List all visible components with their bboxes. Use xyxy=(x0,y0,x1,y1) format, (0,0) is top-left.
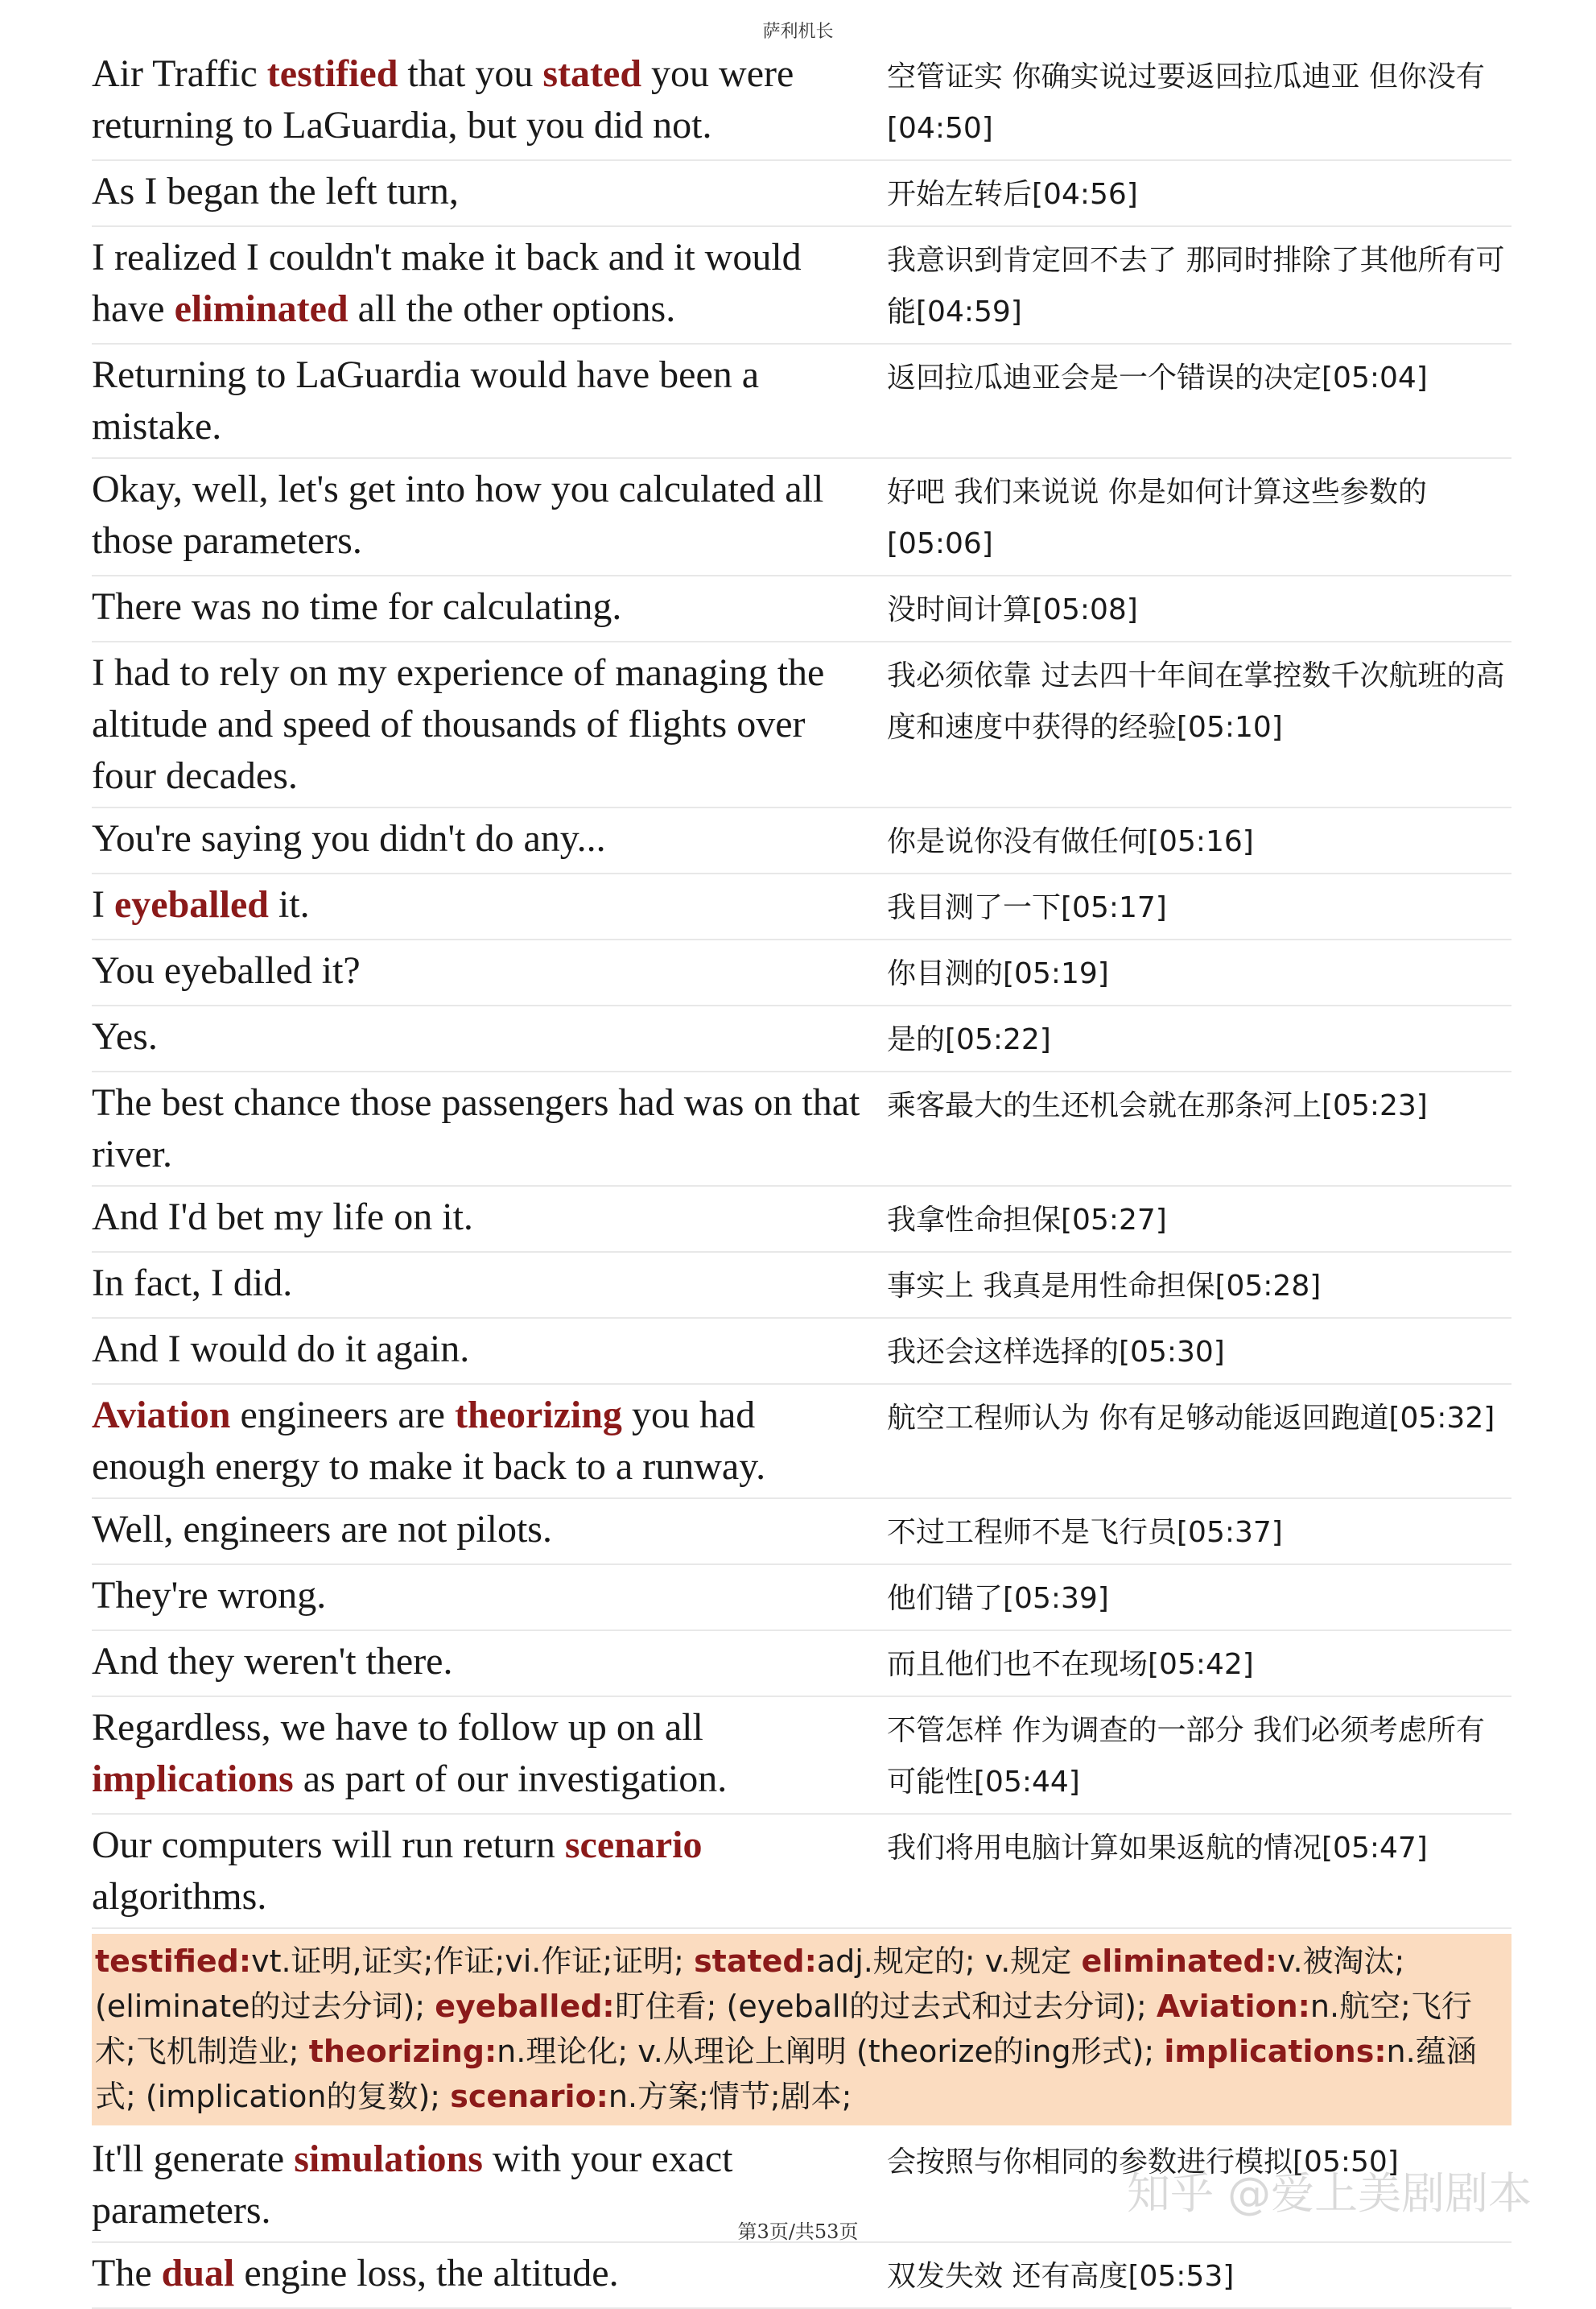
note-definition: adj.规定的; v.规定 xyxy=(816,1943,1082,1979)
chinese-line: 空管证实 你确实说过要返回拉瓜迪亚 但你没有[04:50] xyxy=(887,60,1485,145)
english-line xyxy=(92,1011,877,1063)
note-definition: n.理论化; v.从理论上阐明 (theorize的ing形式); xyxy=(497,2034,1165,2069)
english-text: Our computers will run return xyxy=(92,1824,565,1866)
vocab-word: testified xyxy=(266,52,398,95)
chinese-line: 你是说你没有做任何[05:16] xyxy=(887,825,1254,858)
english-line xyxy=(92,813,877,865)
chinese-line: 双发失效 还有高度[05:53] xyxy=(887,2260,1235,2293)
chinese-line: 没时间计算[05:08] xyxy=(887,593,1138,626)
english-line xyxy=(92,1636,877,1687)
note-term: eyeballed: xyxy=(435,1989,615,2024)
english-line xyxy=(92,166,877,217)
english-text: Air Traffic xyxy=(92,52,267,95)
english-line xyxy=(92,647,877,802)
subtitle-row xyxy=(92,1253,1511,1319)
chinese-line: 返回拉瓜迪亚会是一个错误的决定[05:04] xyxy=(887,361,1428,394)
subtitle-row xyxy=(92,1006,1511,1072)
english-line xyxy=(92,1702,877,1805)
english-text: It'll generate xyxy=(92,2138,295,2180)
english-line xyxy=(92,1504,877,1555)
subtitle-row xyxy=(92,1815,1511,1929)
subtitle-row xyxy=(92,1631,1511,1697)
english-text: engineers are xyxy=(230,1394,455,1436)
chinese-line: 好吧 我们来说说 你是如何计算这些参数的[05:06] xyxy=(887,476,1427,560)
transcript-rows-top xyxy=(92,43,1511,1929)
english-text: And they weren't there. xyxy=(92,1640,453,1683)
english-line xyxy=(92,232,877,335)
page-header: 萨利机长 xyxy=(762,22,834,42)
subtitle-row xyxy=(92,642,1511,808)
english-text: all the other options. xyxy=(348,287,676,330)
chinese-line: 我必须依靠 过去四十年间在掌控数千次航班的高度和速度中获得的经验[05:10] xyxy=(887,659,1505,744)
chinese-line: 我目测了一下[05:17] xyxy=(887,891,1167,924)
chinese-line: 事实上 我真是用性命担保[05:28] xyxy=(887,1270,1322,1303)
note-definition: vt.证明,证实;作证;vi.作证;证明; xyxy=(251,1943,695,1979)
note-term: implications: xyxy=(1164,2034,1387,2069)
chinese-line: 我们将用电脑计算如果返航的情况[05:47] xyxy=(887,1832,1428,1865)
note-definition: n.蕴涵式; (implication的复数); xyxy=(95,2034,1477,2114)
english-text: Well, engineers are not pilots. xyxy=(92,1508,552,1551)
vocab-word: implications xyxy=(92,1758,294,1800)
english-text: They're wrong. xyxy=(92,1574,327,1617)
note-term: scenario: xyxy=(450,2079,608,2114)
chinese-line: 会按照与你相同的参数进行模拟[05:50] xyxy=(887,2146,1399,2179)
english-text: I had to rely on my experience of managing the altitude and speed of thousands of flights over four decades. xyxy=(92,651,825,797)
english-line xyxy=(92,1324,877,1375)
english-line xyxy=(92,879,877,931)
english-text: Yes. xyxy=(92,1015,158,1058)
subtitle-row xyxy=(92,1499,1511,1565)
subtitle-row xyxy=(92,576,1511,642)
vocab-word: simulations xyxy=(294,2138,483,2180)
chinese-line: 而且他们也不在现场[05:42] xyxy=(887,1648,1254,1681)
vocab-word: scenario xyxy=(564,1824,703,1866)
subtitle-row xyxy=(92,1187,1511,1253)
english-text: As I began the left turn, xyxy=(92,170,459,213)
english-text: that you xyxy=(398,52,543,95)
subtitle-row xyxy=(92,1565,1511,1631)
english-text: Regardless, we have to follow up on all xyxy=(92,1706,703,1749)
english-line xyxy=(92,2248,877,2299)
english-text: you were returning to LaGuardia, but you did not. xyxy=(92,52,794,147)
page-footer: 第3页/共53页 xyxy=(737,2220,859,2243)
english-text: Returning to LaGuardia would have been a mistake. xyxy=(92,353,760,448)
subtitle-row xyxy=(92,43,1511,161)
subtitle-row xyxy=(92,227,1511,345)
chinese-line: 你目测的[05:19] xyxy=(887,957,1109,990)
vocabulary-notes xyxy=(92,1934,1511,2125)
english-line xyxy=(92,464,877,567)
note-definition: n.方案;情节;剧本; xyxy=(608,2079,852,2114)
english-line xyxy=(92,1570,877,1621)
vocab-word: theorizing xyxy=(454,1394,622,1436)
note-term: Aviation: xyxy=(1156,1989,1310,2024)
english-text: The best chance those passengers had was on that river. xyxy=(92,1081,860,1175)
subtitle-row xyxy=(92,161,1511,227)
english-line xyxy=(92,1077,877,1180)
chinese-line: 开始左转后[04:56] xyxy=(887,178,1138,211)
chinese-line: 不过工程师不是飞行员[05:37] xyxy=(887,1516,1283,1549)
transcript-sheet xyxy=(92,43,1511,2309)
subtitle-row xyxy=(92,345,1511,459)
chinese-line: 他们错了[05:39] xyxy=(887,1582,1109,1615)
english-line xyxy=(92,945,877,997)
chinese-line: 乘客最大的生还机会就在那条河上[05:23] xyxy=(887,1089,1428,1122)
english-line xyxy=(92,48,877,151)
chinese-line: 是的[05:22] xyxy=(887,1023,1051,1056)
subtitle-row xyxy=(92,940,1511,1006)
english-text: you had enough energy to make it back to a runway. xyxy=(92,1394,766,1488)
english-text: with your exact parameters. xyxy=(92,2138,733,2232)
english-line xyxy=(92,1258,877,1309)
english-line xyxy=(92,1390,877,1493)
chinese-line: 我拿性命担保[05:27] xyxy=(887,1204,1167,1237)
note-term: testified: xyxy=(95,1943,252,1979)
note-definition: n.航空;飞行术;飞机制造业; xyxy=(95,1989,1472,2069)
english-line xyxy=(92,1820,877,1923)
note-definition: v.被淘汰; (eliminate的过去分词); xyxy=(95,1943,1405,2024)
subtitle-row xyxy=(92,1697,1511,1815)
note-term: theorizing: xyxy=(308,2034,497,2069)
english-text: it. xyxy=(268,883,310,926)
english-text: You eyeballed it? xyxy=(92,949,361,992)
subtitle-row xyxy=(92,874,1511,940)
chinese-line: 不管怎样 作为调查的一部分 我们必须考虑所有可能性[05:44] xyxy=(887,1714,1485,1799)
note-term: eliminated: xyxy=(1081,1943,1277,1979)
note-term: stated: xyxy=(694,1943,817,1979)
english-line xyxy=(92,1192,877,1243)
note-definition: 盯住看; (eyeball的过去式和过去分词); xyxy=(614,1989,1157,2024)
subtitle-row xyxy=(92,2243,1511,2309)
vocab-word: eliminated xyxy=(174,287,348,330)
subtitle-row xyxy=(92,459,1511,576)
english-text: You're saying you didn't do any... xyxy=(92,817,606,860)
chinese-line: 我意识到肯定回不去了 那同时排除了其他所有可能[04:59] xyxy=(887,244,1505,328)
english-text: And I would do it again. xyxy=(92,1328,470,1370)
subtitle-row xyxy=(92,808,1511,874)
english-text: There was no time for calculating. xyxy=(92,585,622,628)
watermark: 知乎 @爱上美剧剧本 xyxy=(1127,2168,1532,2219)
english-text: I realized I couldn't make it back and it would have xyxy=(92,236,802,330)
chinese-line: 航空工程师认为 你有足够动能返回跑道[05:32] xyxy=(887,1402,1495,1435)
english-text: Okay, well, let's get into how you calculated all those parameters. xyxy=(92,468,824,562)
subtitle-row xyxy=(92,1319,1511,1385)
chinese-line: 我还会这样选择的[05:30] xyxy=(887,1336,1225,1369)
english-line xyxy=(92,581,877,633)
english-text: The xyxy=(92,2252,162,2295)
vocab-word: eyeballed xyxy=(113,883,269,926)
english-text: as part of our investigation. xyxy=(293,1758,728,1800)
subtitle-row xyxy=(92,1385,1511,1499)
english-line xyxy=(92,349,877,452)
english-text: And I'd bet my life on it. xyxy=(92,1196,473,1238)
english-text: algorithms. xyxy=(92,1875,267,1918)
vocab-word: Aviation xyxy=(92,1394,231,1436)
vocab-word: stated xyxy=(542,52,642,95)
subtitle-row xyxy=(92,1072,1511,1187)
english-text: I xyxy=(92,883,114,926)
english-text: engine loss, the altitude. xyxy=(234,2252,619,2295)
vocab-word: dual xyxy=(161,2252,235,2295)
english-text: In fact, I did. xyxy=(92,1262,293,1304)
